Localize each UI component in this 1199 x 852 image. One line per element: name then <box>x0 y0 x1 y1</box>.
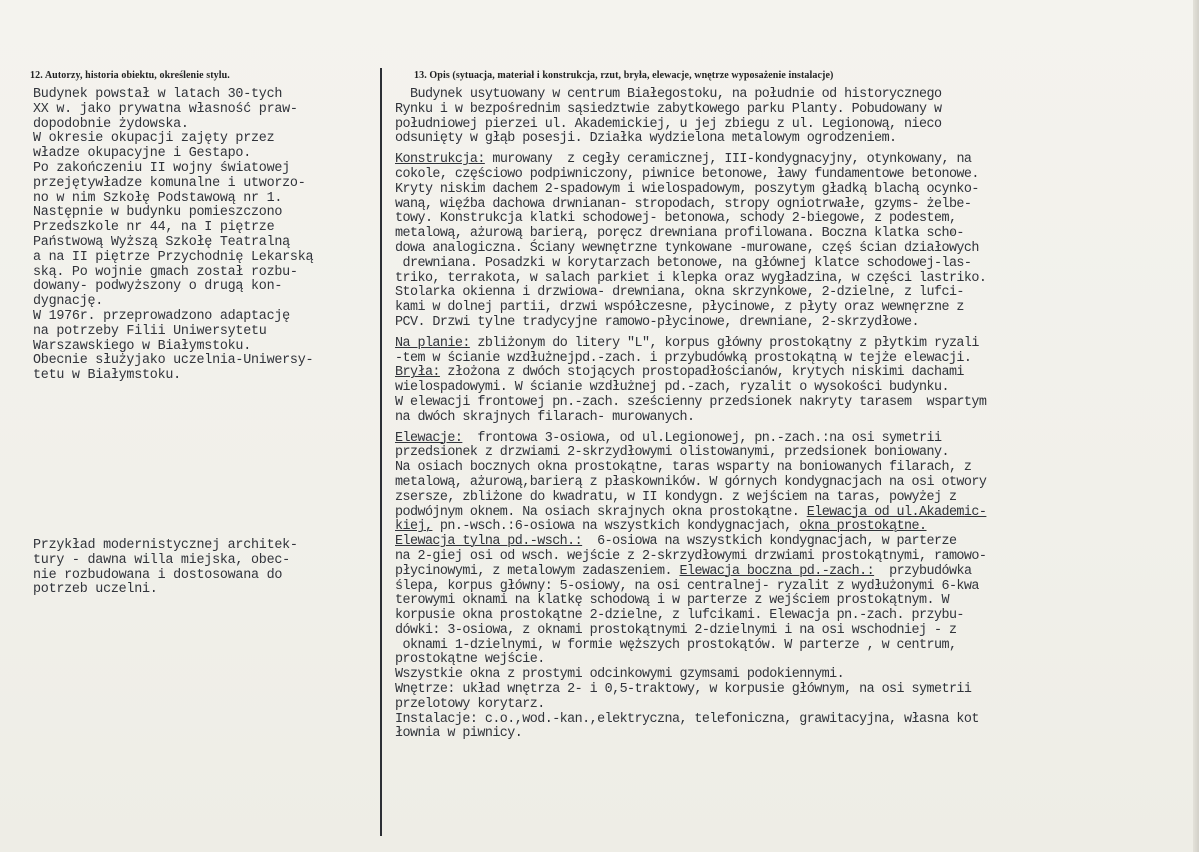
text-run: oknami 1-dzielnymi, w formie węższych prostokątów. W parterze , w centrum, <box>395 637 957 653</box>
text-line <box>395 506 986 521</box>
text-run: Wszystkie okna z prostymi odcinkowymi gzymsami podokiennymi. <box>395 667 845 683</box>
text-line: przejętywładze komunalne i utworzo- <box>33 175 306 191</box>
text-run: Stolarka okienna i drzwiowa- drewniana, okna skrzynkowe, 2-dzielne, z lufci- <box>395 285 964 301</box>
text-line <box>395 286 986 301</box>
underlined-term: okna prostokątne. <box>799 519 927 535</box>
text-run: Kryty niskim dachem 2-spadowym i wielospadowym, poszytym gładką blachą ocynko- <box>395 181 979 197</box>
underlined-term: Konstrukcja: <box>395 152 485 168</box>
text-line <box>395 476 986 491</box>
underlined-term: Bryła: <box>395 365 440 381</box>
text-line: Następnie w budynku pomieszczono <box>33 205 283 221</box>
text-line: dopodobnie żydowska. <box>33 116 189 132</box>
text-run: łownia w piwnicy. <box>395 726 523 742</box>
text-line: no w nim Szkołę Podstawową nr 1. <box>33 190 283 206</box>
text-line <box>395 183 986 198</box>
text-run: kami w dolnej partii, drzwi współczesne, płycinowe, z płyty oraz wewnęrzne z <box>395 300 964 316</box>
text-run: pn.-wsch.:6-osiowa na wszystkich kondygnacjach, <box>432 519 800 535</box>
section-12-heading: 12. Autorzy, historia obiektu, określenie stylu. <box>30 70 230 81</box>
text-line <box>395 316 986 331</box>
text-line <box>395 381 986 396</box>
text-line <box>395 88 986 103</box>
text-run: Wnętrze: układ wnętrza 2- i 0,5-traktowy, w korpusie głównym, na osi symetrii <box>395 682 972 698</box>
text-run: W elewacji frontowej pn.-zach. sześcienny przedsionek nakryty tarasem wspartym <box>395 394 987 410</box>
text-run: PCV. Drzwi tylne tradycyjne ramowo-płycinowe, drewniane, 2-skrzydłowe. <box>395 314 919 330</box>
text-line <box>395 446 986 461</box>
text-line <box>395 132 986 147</box>
text-line <box>395 594 986 609</box>
text-line: tetu w Białymstoku. <box>33 368 181 384</box>
text-line: potrzeb uczelni. <box>33 582 158 598</box>
text-line <box>395 396 986 411</box>
text-line <box>395 698 986 713</box>
text-line <box>395 668 986 683</box>
text-line <box>395 366 986 381</box>
text-line <box>395 639 986 654</box>
underlined-term: Na planie: <box>395 335 470 351</box>
text-line <box>395 580 986 595</box>
text-line <box>395 227 986 242</box>
text-line: W 1976r. przeprowadzono adaptację <box>33 308 290 324</box>
text-line <box>395 491 986 506</box>
text-run: terowymi oknami na klatkę schodową i w parterze z wejściem prostokątnym. W <box>395 593 949 609</box>
column-divider <box>380 68 382 836</box>
text-run: południowej pierzei ul. Akademickiej, u jej zbiegu z ul. Legionową, nieco <box>395 116 942 132</box>
text-run: metalową, ażurową,barierą z płaskowników. W górnych kondygnacjach na osi otwory <box>395 474 987 490</box>
text-run: przelotowy korytarz. <box>395 696 545 712</box>
text-line: W okresie okupacji zajęty przez <box>33 131 275 147</box>
text-run: na dwóch skrajnych filarach- murowanych. <box>395 409 695 425</box>
text-line <box>395 535 986 550</box>
text-run: podwójnym oknem. Na osiach skrajnych okna prostokątne. <box>395 504 807 520</box>
text-line <box>395 103 986 118</box>
text-run: -tem w ścianie wzdłużnejpd.-zach. i przybudówką prostokątną w tejże elewacji. <box>395 350 972 366</box>
text-line <box>395 565 986 580</box>
text-run: płycinowymi, z metalowym zadaszeniem. <box>395 563 680 579</box>
text-line: dowany- podwyższony o drugą kon- <box>33 279 283 295</box>
text-run: odsunięty w głąb posesji. Działka wydzielona metalowym ogrodzeniem. <box>395 131 897 147</box>
text-line <box>395 550 986 565</box>
text-line: Państwową Wyższą Szkołę Teatralną <box>33 234 290 250</box>
text-line: Budynek powstał w latach 30-tych <box>33 87 283 102</box>
text-line <box>395 683 986 698</box>
text-run: dowa analogiczna. Ściany wewnętrzne tynkowane -murowane, częś ścian działowych <box>395 240 979 256</box>
text-run: przedsionek z drzwiami 2-skrzydłowymi olistowanymi, przedsionek boniowany. <box>395 445 949 461</box>
text-run: frontowa 3-osiowa, od ul.Legionowej, pn.-zach.:na osi symetrii <box>462 430 942 446</box>
text-line <box>395 713 986 728</box>
text-run: prostokątne wejście. <box>395 652 545 668</box>
section-12-style-note <box>33 539 298 598</box>
text-run: Instalacje: c.o.,wod.-kan.,elektryczna, telefoniczna, grawitacyjna, własna kot <box>395 711 979 727</box>
underlined-term: kiej, <box>395 519 433 535</box>
text-run: 6-osiowa na wszystkich kondygnacjach, w parterze <box>582 534 957 550</box>
text-line <box>395 168 986 183</box>
text-run: na 2-giej osi od wsch. wejście z 2-skrzydłowymi drzwiami prostokątnymi, ramowo- <box>395 548 987 564</box>
text-run: ślepa, korpus główny: 5-osiowy, na osi centralnej- ryzalit z wydłużonymi 6-kwa <box>395 578 979 594</box>
text-line <box>395 520 986 535</box>
text-line <box>395 609 986 624</box>
text-line <box>395 411 986 426</box>
underlined-term: Elewacja od ul.Akademic- <box>806 504 987 520</box>
text-line: dygnację. <box>33 294 104 310</box>
text-run: złożona z dwóch stojących prostopadłościanów, krytych niskimi dachami <box>439 365 964 381</box>
text-line: tury - dawna willa miejska, obec- <box>33 552 290 568</box>
underlined-term: Elewacja tylna pd.-wsch.: <box>395 534 583 550</box>
text-line: Obecnie służyjako uczelnia-Uniwersy- <box>33 353 314 369</box>
text-line: nie rozbudowana i dostosowana do <box>33 567 283 583</box>
text-line: a na II piętrze Przychodnię Lekarską <box>33 249 314 265</box>
text-line: ską. Po wojnie gmach został rozbu- <box>33 264 298 280</box>
text-run: Na osiach bocznych okna prostokątne, taras wsparty na boniowanych filarach, z <box>395 460 972 476</box>
text-run: przybudówka <box>874 563 972 579</box>
text-line: Po zakończeniu II wojny światowej <box>33 160 290 176</box>
text-line <box>395 242 986 257</box>
underlined-term: Elewacja boczna pd.-zach.: <box>679 563 875 579</box>
text-line <box>395 301 986 316</box>
section-13-heading: 13. Opis (sytuacja, materiał i konstrukcja, rzut, bryła, elewacje, wnętrze wyposażenie instalacje) <box>414 70 834 81</box>
text-line <box>395 272 986 287</box>
text-line: Przedszkole nr 44, na I piętrze <box>33 220 275 236</box>
text-run: zbliżonym do litery "L", korpus główny prostokątny z płytkim ryzali <box>469 335 979 351</box>
text-run: triko, terrakota, w salach parkiet i klepka oraz wygładzina, w części lastriko. <box>395 270 987 286</box>
text-run: towy. Konstrukcja klatki schodowej- betonowa, schody 2-biegowe, z podestem, <box>395 211 957 227</box>
text-line: władze okupacyjne i Gestapo. <box>33 146 251 162</box>
card-edge <box>1193 0 1199 852</box>
text-line: na potrzeby Filii Uniwersytetu <box>33 323 267 339</box>
text-line <box>395 432 986 447</box>
text-line <box>395 461 986 476</box>
text-run: korpusie okna prostokątne 2-dzielne, z lufcikami. Elewacja pn.-zach. przybu- <box>395 608 964 624</box>
text-line <box>395 198 986 213</box>
section-13-text <box>395 88 986 742</box>
text-line <box>395 212 986 227</box>
text-line: Przykład modernistycznej architek- <box>33 538 298 553</box>
text-run: murowany z cegły ceramicznej, III-kondygnacyjny, otynkowany, na <box>484 152 972 168</box>
text-line <box>395 727 986 742</box>
text-line <box>395 624 986 639</box>
underlined-term: Elewacje: <box>395 430 463 446</box>
text-line <box>395 352 986 367</box>
text-run: Budynek usytuowany w centrum Białegostoku, na południe od historycznego <box>395 87 942 102</box>
text-run: cokole, częściowo podpiwniczony, piwnice betonowe, ławy fundamentowe betonowe. <box>395 166 979 182</box>
text-line <box>395 153 986 168</box>
text-line <box>395 257 986 272</box>
text-line <box>395 653 986 668</box>
text-line: Warszawskiego w Białymstoku. <box>33 338 251 354</box>
text-run: wielospadowymi. W ścianie wzdłużnej pd.-zach, ryzalit o wysokości budynku. <box>395 380 949 396</box>
section-12-text <box>33 88 313 384</box>
text-run: zsersze, zbliżone do kwadratu, w II kondygn. z wejściem na taras, powyżej z <box>395 489 957 505</box>
text-line: XX w. jako prywatna własność praw- <box>33 101 298 117</box>
text-run: Rynku i w bezpośrednim sąsiedztwie zabytkowego parku Planty. Pobudowany w <box>395 101 942 117</box>
text-line <box>395 118 986 133</box>
text-run: dówki: 3-osiowa, z oknami prostokątnymi 2-dzielnymi i na osi wschodniej - z <box>395 622 957 638</box>
text-run: drewniana. Posadzki w korytarzach betonowe, na głównej klatce schodowej-las- <box>395 255 972 271</box>
text-run: metalową, ażurową barierą, poręcz drewniana profilowana. Boczna klatka scho- <box>395 226 964 242</box>
text-line <box>395 337 986 352</box>
text-run: waną, więźba dachowa drwnianan- stropodach, stropy ogniotrwałe, gzyms- żelbe- <box>395 196 972 212</box>
